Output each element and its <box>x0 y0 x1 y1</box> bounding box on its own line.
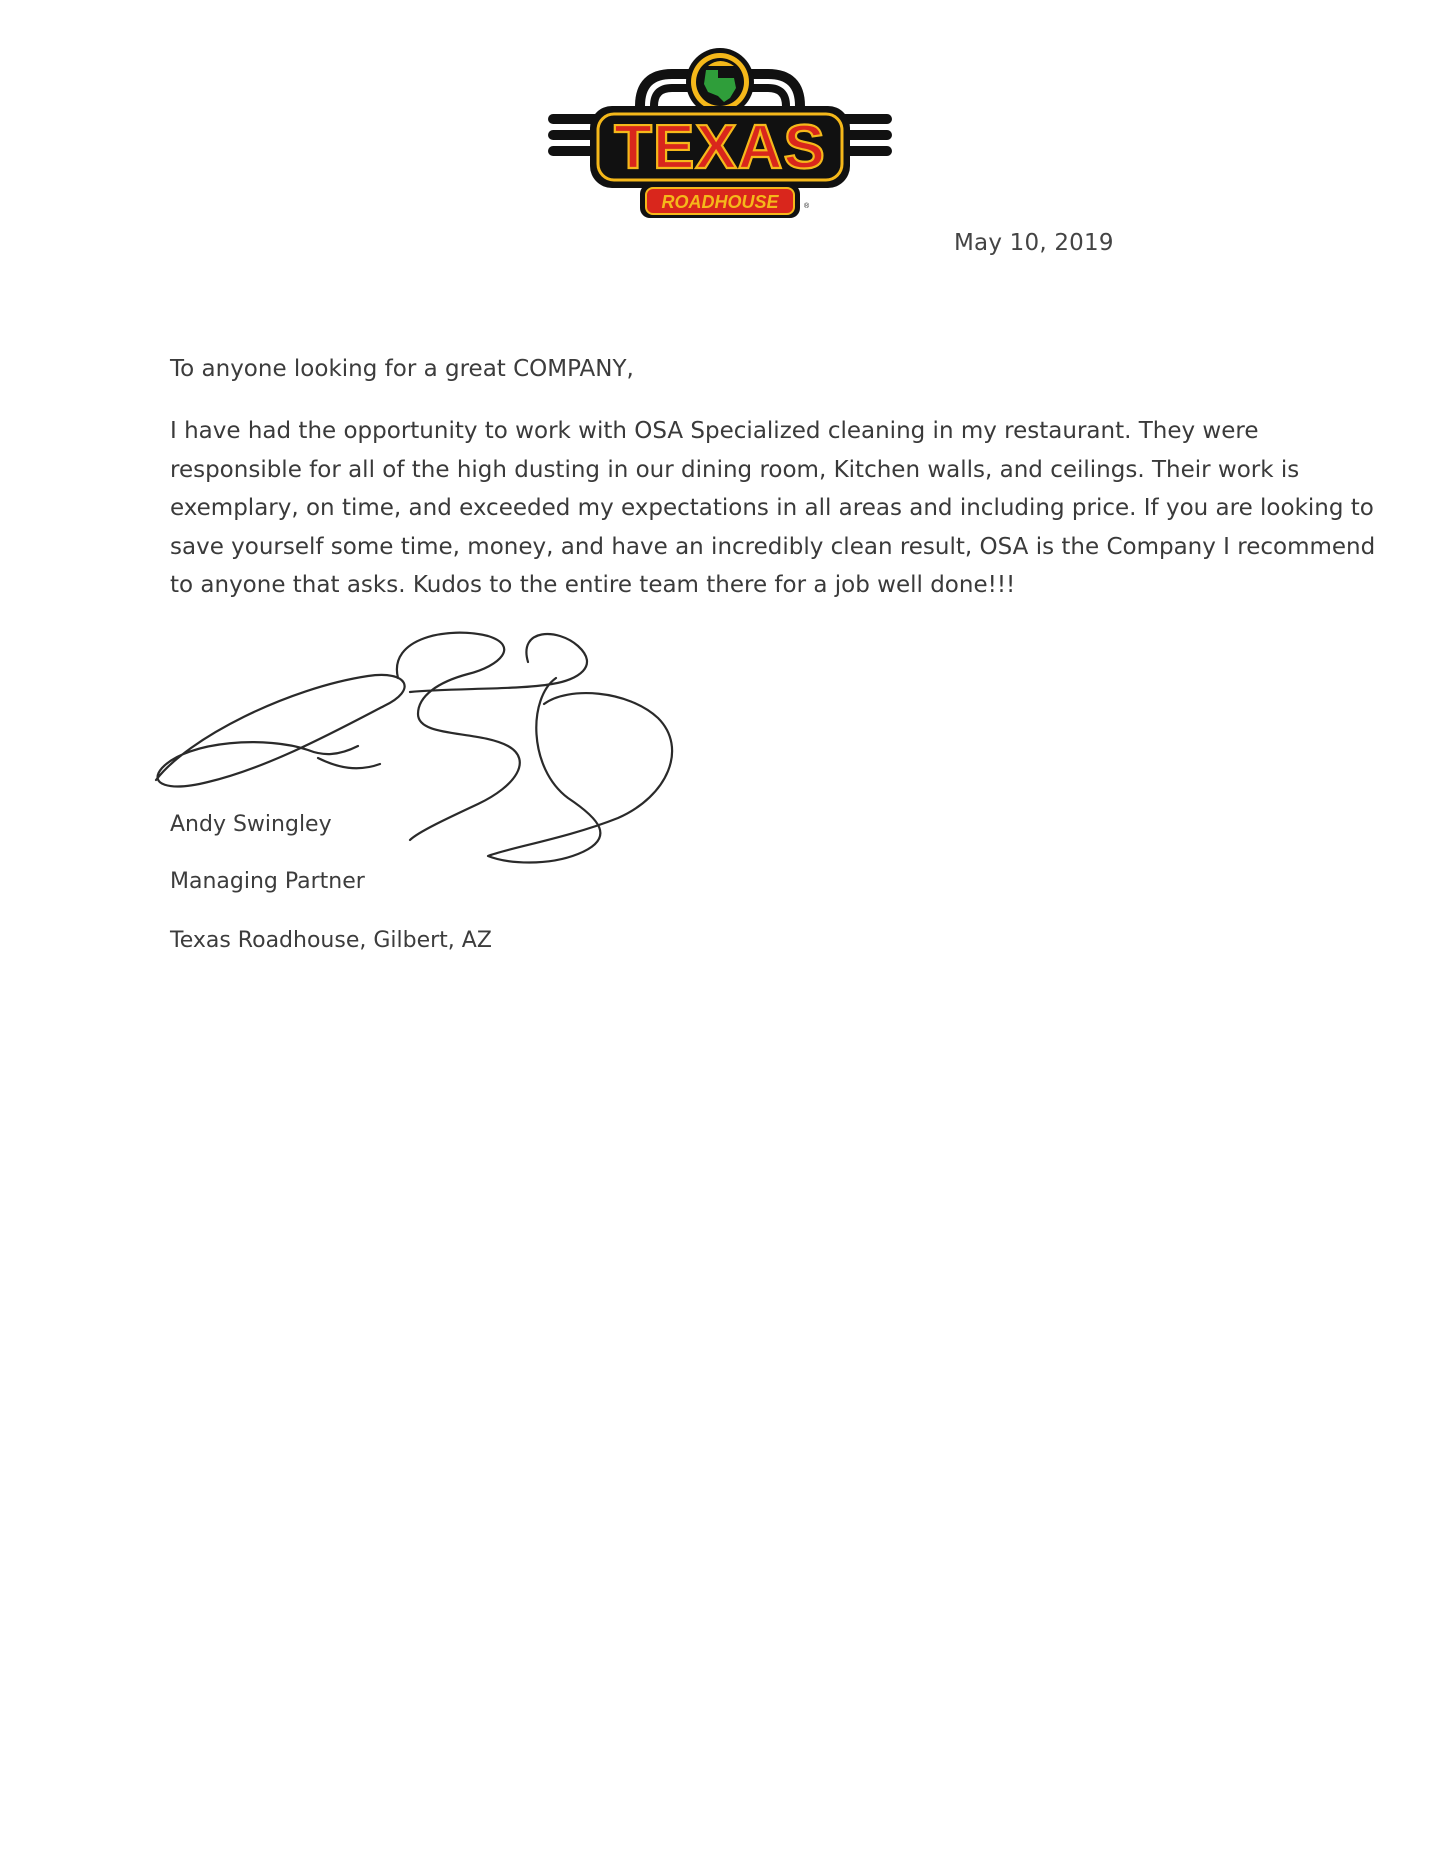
letter-date: May 10, 2019 <box>954 230 1114 256</box>
letter-body <box>170 412 1376 605</box>
body-line: save yourself some time, money, and have an incredibly clean result, OSA is the Company I recommend <box>170 533 1376 560</box>
signer-location: Texas Roadhouse, Gilbert, AZ <box>170 928 492 953</box>
body-line: to anyone that asks. Kudos to the entire team there for a job well done!!! <box>170 572 1016 598</box>
svg-text:ROADHOUSE: ROADHOUSE <box>661 192 779 212</box>
body-line: exemplary, on time, and exceeded my expectations in all areas and including price. If you are looking to <box>170 495 1374 521</box>
svg-text:TEXAS: TEXAS <box>614 113 826 182</box>
texas-roadhouse-logo <box>548 44 892 228</box>
body-line: I have had the opportunity to work with OSA Specialized cleaning in my restaurant. They were <box>170 418 1259 444</box>
letter-salutation: To anyone looking for a great COMPANY, <box>170 356 634 382</box>
svg-text:®: ® <box>804 203 810 210</box>
signer-title: Managing Partner <box>170 869 365 894</box>
signer-name: Andy Swingley <box>170 812 332 837</box>
body-line: responsible for all of the high dusting in our dining room, Kitchen walls, and ceilings. Their work is <box>170 456 1300 483</box>
